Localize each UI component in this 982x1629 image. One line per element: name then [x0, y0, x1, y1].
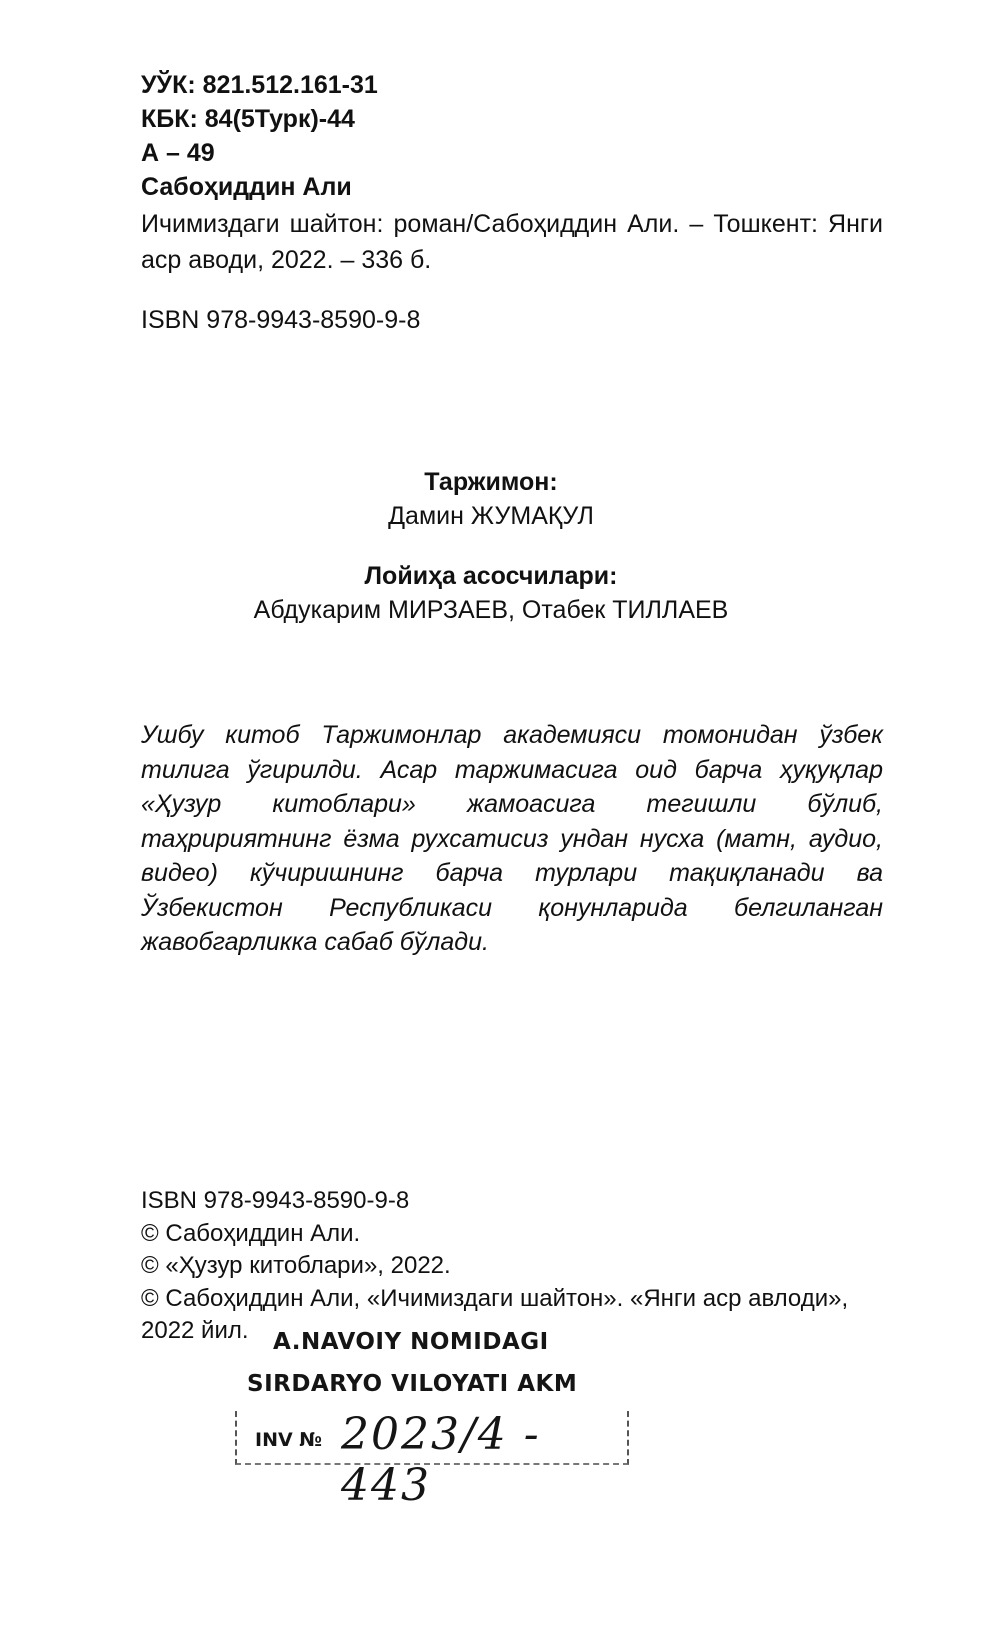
- inventory-number-handwritten: 2023/4 - 443: [341, 1409, 541, 1511]
- author-name: Сабоҳиддин Али: [141, 173, 352, 201]
- credits-section: [0, 465, 982, 627]
- stamp-line-2: SIRDARYO VILOYATI AKM: [247, 1371, 578, 1397]
- founders-heading: Лойиҳа асосчилари:: [364, 562, 618, 590]
- copyright-edition: © Сабоҳиддин Али, «Ичимиздаги шайтон». «Янги аср авлоди», 2022 йил.: [141, 1284, 849, 1344]
- bibliographic-header: [141, 68, 378, 204]
- founders-names: Абдукарим МИРЗАЕВ, Отабек ТИЛЛАЕВ: [253, 596, 729, 624]
- isbn-top: ISBN 978-9943-8590-9-8: [141, 306, 421, 334]
- author-code: А – 49: [141, 139, 215, 167]
- library-stamp: [235, 1329, 635, 1511]
- udk-code: УЎК: 821.512.161-31: [141, 71, 378, 99]
- kbk-code: КБК: 84(5Турк)-44: [141, 105, 355, 133]
- copyright-footer: [141, 1185, 901, 1348]
- translator-name: Дамин ЖУМАҚУЛ: [388, 502, 594, 530]
- isbn-bottom: ISBN 978-9943-8590-9-8: [141, 1187, 410, 1214]
- copyright-notice: Ушбу китоб Таржимонлар академияси томонидан ўзбек тилига ўгирилди. Асар таржимасига оид барча ҳуқуқлар «Ҳузур китоблари» жамоасига тегишли бўлиб, таҳририятнинг ёзма рухсатисиз ундан нусха (матн, аудио, видео) кўчиришнинг барча турлари тақиқланади ва Ўзбекистон Республикаси қонунларида белгиланган жавобгарликка сабаб бўлади.: [141, 721, 883, 956]
- copyright-publisher: © «Ҳузур китоблари», 2022.: [141, 1252, 451, 1279]
- inventory-label: INV №: [255, 1429, 323, 1451]
- stamp-line-1: A.NAVOIY NOMIDAGI: [273, 1329, 549, 1355]
- copyright-author: © Сабоҳиддин Али.: [141, 1219, 361, 1247]
- translator-heading: Таржимон:: [424, 468, 558, 496]
- book-description: Ичимиздаги шайтон: роман/Сабоҳиддин Али. – Тошкент: Янги аср аводи, 2022. – 336 б.: [141, 210, 883, 274]
